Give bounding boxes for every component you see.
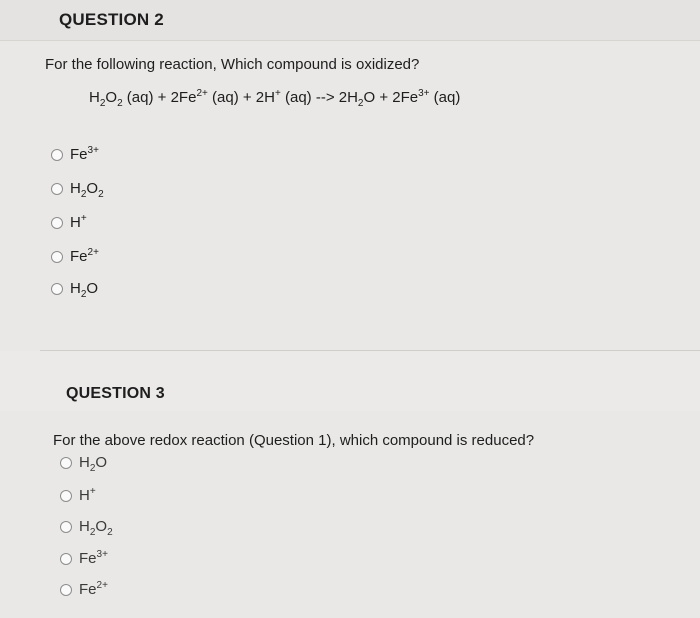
option-label: $Fe^{2+}$ <box>79 580 108 598</box>
radio-button[interactable] <box>60 584 72 596</box>
radio-button[interactable] <box>60 553 72 565</box>
radio-button[interactable] <box>60 457 72 469</box>
question-2-title: QUESTION 2 <box>59 10 164 29</box>
option-label: $H_2O_2$ <box>79 518 113 538</box>
radio-button[interactable] <box>51 283 63 295</box>
radio-button[interactable] <box>60 490 72 502</box>
q3-option-h2o2[interactable] <box>60 518 113 538</box>
q2-option-fe2[interactable] <box>51 248 99 265</box>
radio-button[interactable] <box>51 217 63 229</box>
reaction-equation: $H_2O_2$ $(aq) + 2Fe^{2+}$ (aq) + 2H+ (aq) --> $2H_2O + 2Fe^{3+}$ (aq) <box>89 88 461 109</box>
q3-option-fe3[interactable] <box>60 550 108 567</box>
radio-button[interactable] <box>51 251 63 263</box>
option-label: $Fe^{2+}$ <box>70 247 99 265</box>
q2-option-fe3[interactable] <box>51 146 99 163</box>
option-label: $Fe^{3+}$ <box>79 549 108 567</box>
q3-option-fe2[interactable] <box>60 581 108 598</box>
option-label: $H_2O$ <box>79 454 108 474</box>
q2-option-h2o[interactable] <box>51 280 99 300</box>
radio-button[interactable] <box>51 183 63 195</box>
q2-option-hplus[interactable] <box>51 214 87 231</box>
q3-option-h2o[interactable] <box>60 454 108 474</box>
option-label: $H_2O$ <box>70 280 99 300</box>
q3-option-hplus[interactable] <box>60 487 96 504</box>
option-label: H+ <box>79 486 96 504</box>
option-label: $H_2O_2$ <box>70 180 104 200</box>
q2-option-h2o2[interactable] <box>51 180 104 200</box>
question-2-text: For the following reaction, Which compound is oxidized? <box>45 56 420 73</box>
option-label: H+ <box>70 213 87 231</box>
radio-button[interactable] <box>51 149 63 161</box>
question-3-title: QUESTION 3 <box>66 385 165 402</box>
question-3-text: For the above redox reaction (Question 1), which compound is reduced? <box>53 432 535 449</box>
radio-button[interactable] <box>60 521 72 533</box>
option-label: $Fe^{3+}$ <box>70 145 99 163</box>
